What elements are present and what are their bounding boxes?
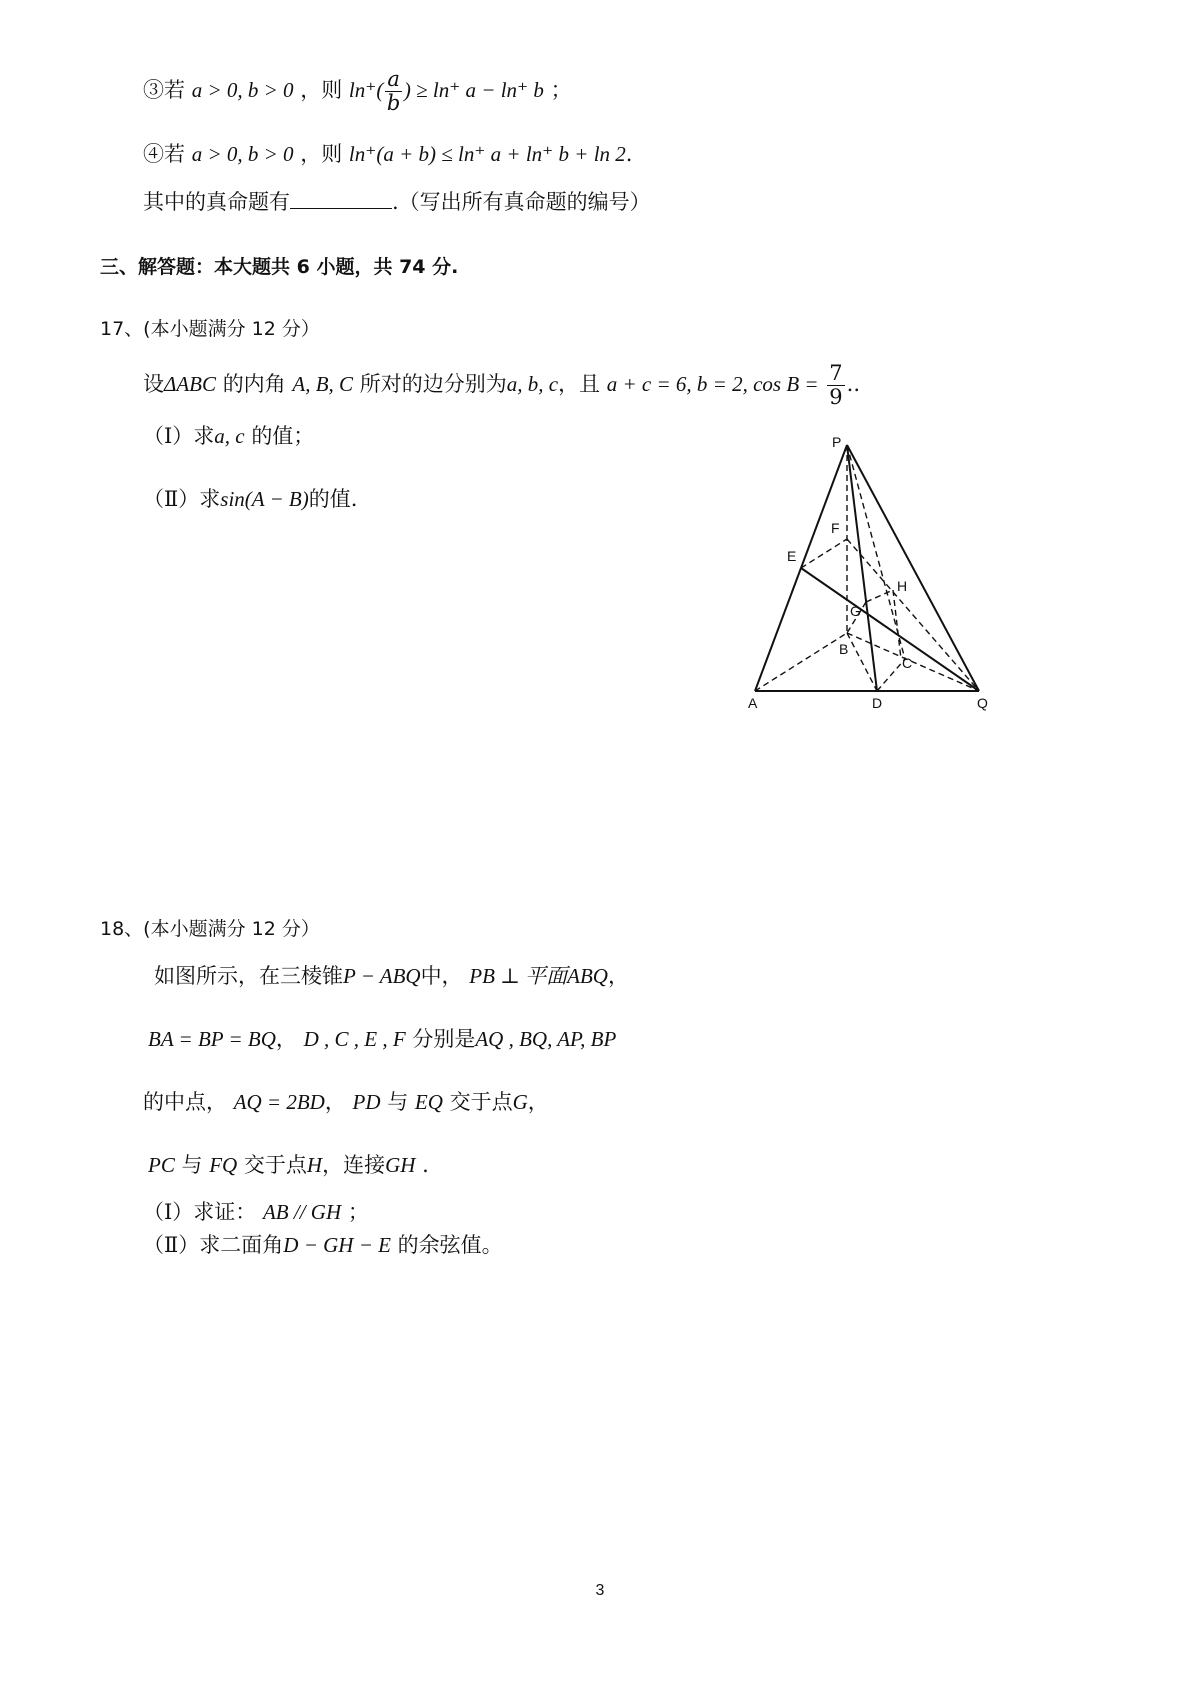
fraction-numerator: a [387, 67, 400, 91]
question-18-line-3 [143, 1090, 549, 1115]
statement-4-expression: ln⁺(a + b) ≤ ln⁺ a + ln⁺ b + ln 2 [348, 142, 626, 166]
edge-DC [877, 659, 905, 691]
q18-segment: PC [148, 1153, 175, 1177]
section-heading: 三、解答题：本大题共 6 小题，共 74 分. [100, 256, 459, 278]
statement-3-end: ； [550, 78, 572, 103]
statement-3 [143, 68, 572, 115]
q17-text: 所对的边分别为 [359, 372, 507, 397]
statement-4-end: . [625, 142, 633, 166]
statement-3-condition: a > 0, b > 0 [191, 78, 294, 103]
label-H: H [897, 578, 908, 594]
q18-part1-text: ； [347, 1200, 369, 1224]
q18-perpendicular: PB ⊥ 平面ABQ [469, 964, 608, 988]
q18-text: 分别是 [412, 1027, 476, 1051]
statement-4 [143, 142, 632, 167]
q18-length-relation: AQ = 2BD [233, 1090, 325, 1114]
label-C: C [902, 655, 913, 671]
q18-part2-angle: D − GH − E [283, 1233, 391, 1257]
label-G: G [850, 603, 861, 619]
question-18-part-2 [143, 1233, 503, 1258]
fraction-denominator: b [386, 91, 401, 116]
q17-sides: a, b, c [506, 372, 559, 397]
question-18-line-2 [148, 1027, 616, 1052]
q17-part2-text: （Ⅱ）求 [143, 487, 221, 511]
statement-3-label: ③若 [143, 78, 185, 103]
q18-point: H [306, 1153, 323, 1177]
q18-text: 中， [420, 964, 463, 988]
q18-text: ， [275, 1027, 297, 1051]
q17-text: ，且 [558, 372, 601, 397]
q17-end: .. [846, 372, 860, 397]
q18-text: 与 [387, 1090, 409, 1114]
q18-segment: GH [385, 1153, 416, 1177]
q17-triangle: ΔABC [164, 372, 216, 397]
question-18-line-4 [148, 1153, 429, 1178]
q18-text: ， [324, 1090, 346, 1114]
question-17-part-2 [143, 487, 357, 512]
statement-3-lhs: ln⁺( [348, 78, 384, 103]
q18-part1-text: （Ⅰ）求证： [143, 1200, 257, 1224]
statement-4-then: ，则 [300, 142, 343, 166]
q17-text: 设 [143, 372, 164, 397]
statement-4-label: ④若 [143, 142, 185, 166]
label-B: B [839, 641, 849, 657]
tetrahedron-figure [735, 435, 1015, 715]
q18-point: G [512, 1090, 528, 1114]
q18-pyramid: P − ABQ [343, 964, 421, 988]
q18-segment: PD [352, 1090, 381, 1114]
answer-line [143, 190, 651, 215]
q18-part2-text: （Ⅱ）求二面角 [143, 1233, 284, 1257]
q17-text: 的内角 [222, 372, 286, 397]
edge-PQ [847, 445, 979, 691]
statement-3-rhs: ) ≥ ln⁺ a − ln⁺ b [403, 78, 544, 103]
label-Q: Q [977, 695, 988, 711]
q18-equal-sides: BA = BP = BQ [148, 1027, 276, 1051]
answer-blank[interactable] [290, 190, 392, 209]
question-17-stem [143, 362, 860, 409]
edge-BQ [847, 633, 979, 691]
label-E: E [787, 548, 797, 564]
q17-part2-expr: sin(A − B) [220, 487, 309, 511]
q18-points: D , C , E , F [303, 1027, 406, 1051]
q17-conditions: a + c = 6, b = 2, cos B = [606, 372, 819, 397]
fraction-denominator: 9 [829, 385, 843, 410]
point-labels [748, 435, 988, 711]
q18-text: 交于点 [449, 1090, 513, 1114]
edge-AB [755, 633, 847, 691]
page-number: 3 [595, 1582, 605, 1599]
question-18-line-1 [154, 964, 629, 989]
answer-suffix: .（写出所有真命题的编号） [392, 190, 651, 214]
edge-EF [801, 539, 847, 568]
edge-PC [847, 445, 908, 659]
label-A: A [748, 695, 758, 711]
q18-segments: AQ , BQ, AP, BP [475, 1027, 617, 1051]
statement-3-then: ，则 [300, 78, 343, 103]
q17-part1-text: （Ⅰ）求 [143, 424, 215, 448]
answer-prefix: 其中的真命题有 [143, 190, 290, 214]
q18-part2-text: 的余弦值。 [397, 1233, 503, 1257]
fraction-numerator: 7 [829, 361, 843, 385]
q17-part1-text: 的值； [251, 424, 315, 448]
q17-part1-vars: a, c [214, 424, 245, 448]
q18-segment: EQ [414, 1090, 443, 1114]
question-18-part-1 [143, 1200, 369, 1225]
q17-part2-text: 的值. [308, 487, 358, 511]
q18-text: ，连接 [322, 1153, 386, 1177]
q18-segment: FQ [209, 1153, 238, 1177]
edge-EQ [801, 568, 979, 691]
q18-text: 与 [181, 1153, 203, 1177]
fraction-a-over-b [385, 68, 402, 115]
q18-text: . [422, 1153, 429, 1177]
q17-angles: A, B, C [292, 372, 354, 397]
q18-text: ， [607, 964, 629, 988]
question-17-header: 17、(本小题满分 12 分） [100, 318, 320, 340]
q18-text: 交于点 [243, 1153, 307, 1177]
label-D: D [872, 695, 883, 711]
solid-edges [755, 445, 979, 691]
q18-text: 的中点， [143, 1090, 227, 1114]
label-P: P [832, 435, 842, 450]
q18-text: 如图所示，在三棱锥 [154, 964, 343, 988]
statement-4-condition: a > 0, b > 0 [191, 142, 294, 166]
question-17-part-1 [143, 424, 314, 449]
label-F: F [831, 520, 840, 536]
fraction-7-over-9 [827, 362, 844, 409]
question-18-header: 18、(本小题满分 12 分） [100, 918, 320, 940]
q18-text: ， [527, 1090, 549, 1114]
q18-part1-claim: AB // GH [262, 1200, 342, 1224]
edge-PD [847, 445, 877, 691]
